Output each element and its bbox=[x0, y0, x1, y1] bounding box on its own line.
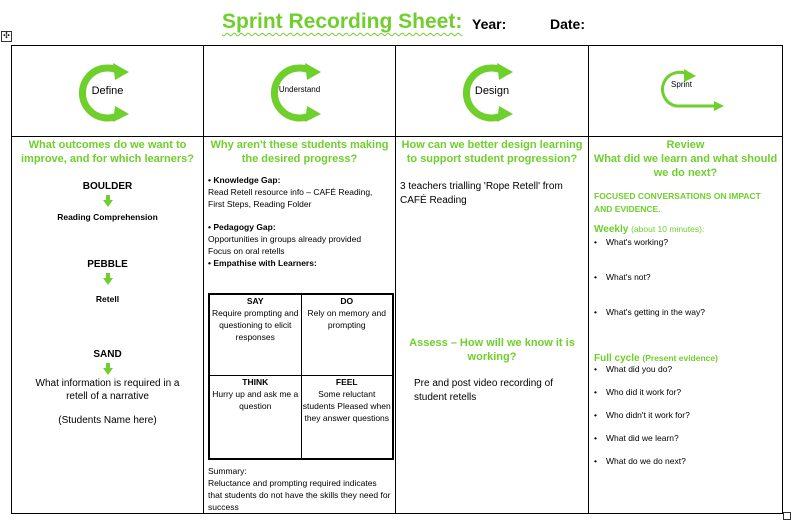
think-text: Hurry up and ask me a question bbox=[212, 389, 299, 411]
review-question: What did we learn and what should we do next? bbox=[593, 153, 778, 179]
down-arrow-icon bbox=[103, 273, 113, 285]
say-title: SAY bbox=[246, 296, 264, 306]
cycle-arrow-icon bbox=[73, 60, 143, 126]
design-icon-cell bbox=[396, 46, 589, 137]
design-text: 3 teachers trialling 'Rope Retell' from CAFÉ Reading bbox=[400, 181, 563, 206]
focus-text: FOCUSED CONVERSATIONS ON IMPACT AND EVIDENCE. bbox=[594, 191, 761, 214]
summary-text: Reluctance and prompting required indicates that students do not have the skills they need for success bbox=[208, 478, 391, 512]
summary-title: Summary: bbox=[208, 466, 247, 476]
understand-icon-cell bbox=[204, 46, 396, 137]
full-cycle-item: • Who did it work for? bbox=[589, 387, 782, 397]
cycle-arrow-icon bbox=[457, 60, 527, 126]
weekly-note: (about 10 minutes): bbox=[631, 224, 705, 234]
empathy-map bbox=[208, 293, 394, 460]
weekly-item: • What's not? bbox=[589, 272, 782, 282]
say-text: Require prompting and questioning to elicit responses bbox=[212, 308, 299, 342]
stage-design: Design bbox=[474, 85, 510, 97]
stage-understand: Understand bbox=[278, 85, 321, 94]
empathy-feel bbox=[301, 376, 393, 459]
do-text: Rely on memory and prompting bbox=[307, 308, 386, 330]
sprint-arrow-icon bbox=[646, 60, 726, 126]
full-cycle-item: • What did you do? bbox=[589, 364, 782, 374]
empathise-title: • Empathise with Learners: bbox=[208, 258, 317, 268]
understand-cell bbox=[204, 137, 396, 514]
level-boulder-desc: Reading Comprehension bbox=[57, 212, 158, 222]
design-cell bbox=[396, 137, 589, 514]
level-boulder: BOULDER bbox=[82, 181, 133, 192]
student-name-note: (Students Name here) bbox=[58, 415, 157, 426]
empathy-say bbox=[210, 295, 302, 376]
define-icon-cell bbox=[12, 46, 204, 137]
level-sand-desc: What information is required in a retell of a narrative bbox=[35, 378, 180, 402]
date-label: Date: bbox=[550, 16, 586, 32]
stage-sprint: Sprint bbox=[671, 80, 692, 89]
weekly-item: • What's getting in the way? bbox=[589, 307, 782, 317]
year-label: Year: bbox=[472, 16, 507, 32]
pedagogy-gap-line: Opportunities in groups already provided bbox=[208, 234, 362, 244]
down-arrow-icon bbox=[103, 363, 113, 375]
table-resize-handle-icon[interactable] bbox=[783, 512, 791, 520]
sprint-icon-cell bbox=[589, 46, 783, 137]
level-pebble-desc: Retell bbox=[95, 294, 120, 304]
define-question: What outcomes do we want to improve, and for which learners? bbox=[21, 139, 194, 165]
understand-question: Why aren't these students making the desired progress? bbox=[210, 139, 389, 165]
full-cycle-item: • Who didn't it work for? bbox=[589, 410, 782, 420]
define-cell bbox=[12, 137, 204, 514]
design-question: How can we better design learning to support student progression? bbox=[401, 139, 583, 165]
sheet-title-row bbox=[222, 10, 462, 34]
knowledge-gap-title: • Knowledge Gap: bbox=[208, 175, 281, 185]
level-pebble: PEBBLE bbox=[87, 259, 128, 270]
full-cycle-item: • What did we learn? bbox=[589, 433, 782, 443]
full-cycle-heading bbox=[589, 317, 782, 364]
assess-question: Assess – How will we know it is working? bbox=[409, 337, 575, 363]
empathy-think bbox=[210, 376, 302, 459]
empathy-do bbox=[301, 295, 393, 376]
review-title: Review bbox=[666, 139, 705, 151]
pedagogy-gap-title: • Pedagogy Gap: bbox=[208, 222, 276, 232]
weekly-item: • What's working? bbox=[589, 237, 782, 247]
stage-define: Define bbox=[91, 85, 124, 97]
level-sand: SAND bbox=[93, 349, 122, 360]
sprint-table bbox=[11, 45, 783, 514]
review-cell bbox=[589, 137, 783, 514]
feel-title: FEEL bbox=[335, 377, 358, 387]
feel-text: Some reluctant students Pleased when they answer questions bbox=[302, 389, 391, 423]
do-title: DO bbox=[340, 296, 354, 306]
table-move-handle-icon[interactable]: ✣ bbox=[1, 31, 12, 42]
assess-text: Pre and post video recording of student retells bbox=[414, 378, 553, 403]
sheet-title: Sprint Recording Sheet: bbox=[222, 10, 463, 33]
down-arrow-icon bbox=[103, 195, 113, 207]
weekly-title: Weekly bbox=[594, 224, 629, 235]
full-cycle-title: Full cycle bbox=[594, 353, 640, 364]
full-cycle-item: • What do we do next? bbox=[589, 456, 782, 466]
weekly-heading bbox=[589, 216, 782, 235]
full-cycle-note: (Present evidence) bbox=[642, 353, 718, 363]
think-title: THINK bbox=[242, 377, 269, 387]
cycle-arrow-icon bbox=[265, 60, 335, 126]
knowledge-gap-text: Read Retell resource info – CAFÉ Reading, First Steps, Reading Folder bbox=[208, 187, 373, 209]
pedagogy-gap-line: Focus on oral retells bbox=[208, 246, 285, 256]
